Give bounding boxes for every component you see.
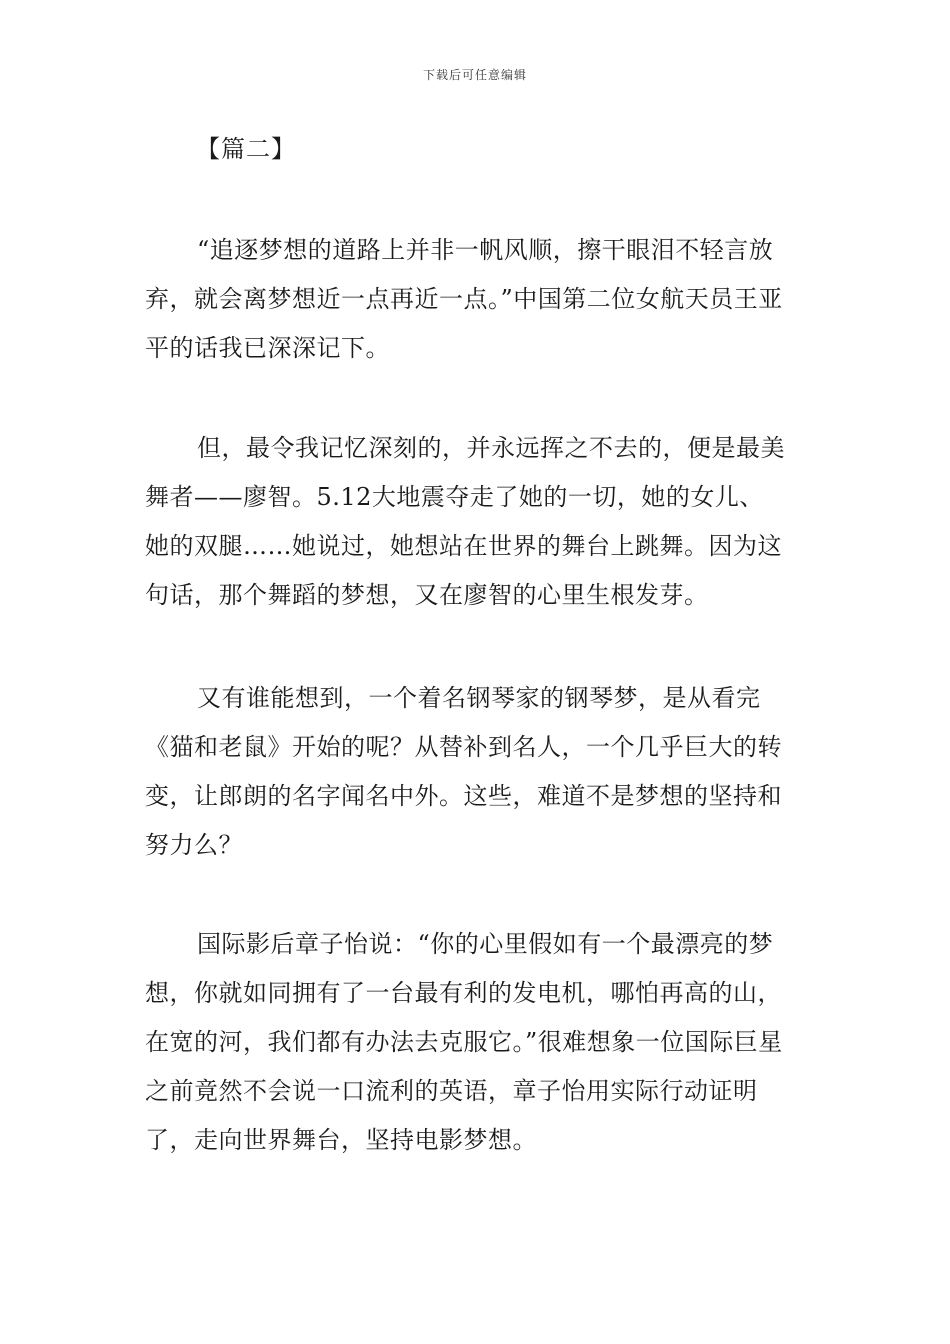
paragraph-lang-lang: 又有谁能想到，一个着名钢琴家的钢琴梦，是从看完《猫和老鼠》开始的呢？从替补到名人，一个几乎巨大的转变，让郎朗的名字闻名中外。这些，难道不是梦想的坚持和努力么？ [145,684,782,859]
header-note: 下载后可任意编辑 [422,68,527,82]
paragraph-liao-zhi: 但，最令我记忆深刻的，并永远挥之不去的，便是最美舞者——廖智。5.12大地震夺走了她的一切，她的女儿、她的双腿……她说过，她想站在世界的舞台上跳舞。因为这句话，那个舞蹈的梦想，又在廖智的心里生根发芽。 [145,434,785,609]
paragraph-wang-yaping: “追逐梦想的道路上并非一帆风顺，擦干眼泪不轻言放弃，就会离梦想近一点再近一点。”中国第二位女航天员王亚平的话我已深深记下。 [145,236,783,362]
section-title: 【篇二】 [196,135,296,163]
paragraph-zhang-ziyi: 国际影后章子怡说：“你的心里假如有一个最漂亮的梦想，你就如同拥有了一台最有利的发电机，哪怕再高的山，在宽的河，我们都有办法去克服它。”很难想象一位国际巨星之前竟然不会说一口流利的英语，章子怡用实际行动证明了，走向世界舞台，坚持电影梦想。 [145,930,783,1154]
